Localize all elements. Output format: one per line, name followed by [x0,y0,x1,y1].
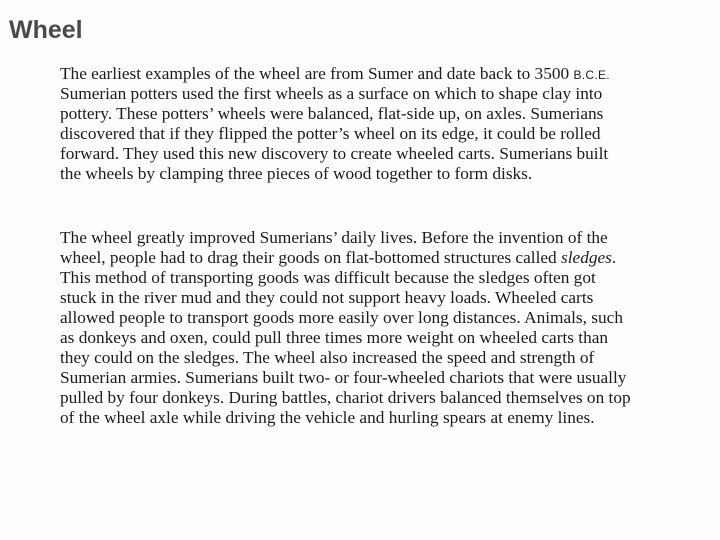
paragraph-2-line: The wheel greatly improved Sumerians’ daily lives. Before the invention of the [60,228,608,247]
paragraph-2-line: they could on the sledges. The wheel also increased the speed and strength of [60,348,595,367]
term-sledges: sledges [561,248,612,267]
paragraph-2-line [60,248,700,268]
paragraph-2-line: pulled by four donkeys. During battles, chariot drivers balanced themselves on top [60,388,631,407]
paragraph-1-line: forward. They used this new discovery to create wheeled carts. Sumerians built [60,144,609,163]
paragraph-2-line-text: wheel, people had to drag their goods on flat-bottomed structures called [60,248,562,267]
paragraph-2-line: of the wheel axle while driving the vehicle and hurling spears at enemy lines. [60,408,595,427]
paragraph-1-line: the wheels by clamping three pieces of wood together to form disks. [60,164,533,183]
paragraph-1 [60,64,700,184]
paragraph-2 [60,228,700,428]
paragraph-2-line: as donkeys and oxen, could pull three times more weight on wheeled carts than [60,328,609,347]
paragraph-1-line: discovered that if they flipped the potter’s wheel on its edge, it could be rolled [60,124,601,143]
paragraph-2-line: stuck in the river mud and they could not support heavy loads. Wheeled carts [60,288,594,307]
paragraph-2-line: This method of transporting goods was difficult because the sledges often got [60,268,596,287]
paragraph-1-line: pottery. These potters’ wheels were balanced, flat-side up, on axles. Sumerians [60,104,604,123]
line-end-punctuation: . [611,248,617,267]
paragraph-1-line: Sumerian potters used the first wheels as a surface on which to shape clay into [60,84,603,103]
page-title: Wheel [9,16,83,44]
paragraph-2-line: Sumerian armies. Sumerians built two- or four-wheeled chariots that were usually [60,368,627,387]
paragraph-2-line: allowed people to transport goods more easily over long distances. Animals, such [60,308,623,327]
era-abbreviation: B.C.E. [573,68,610,82]
paragraph-1-line-text: The earliest examples of the wheel are from Sumer and date back to 3500 [60,64,574,83]
paragraph-1-line [60,64,700,84]
